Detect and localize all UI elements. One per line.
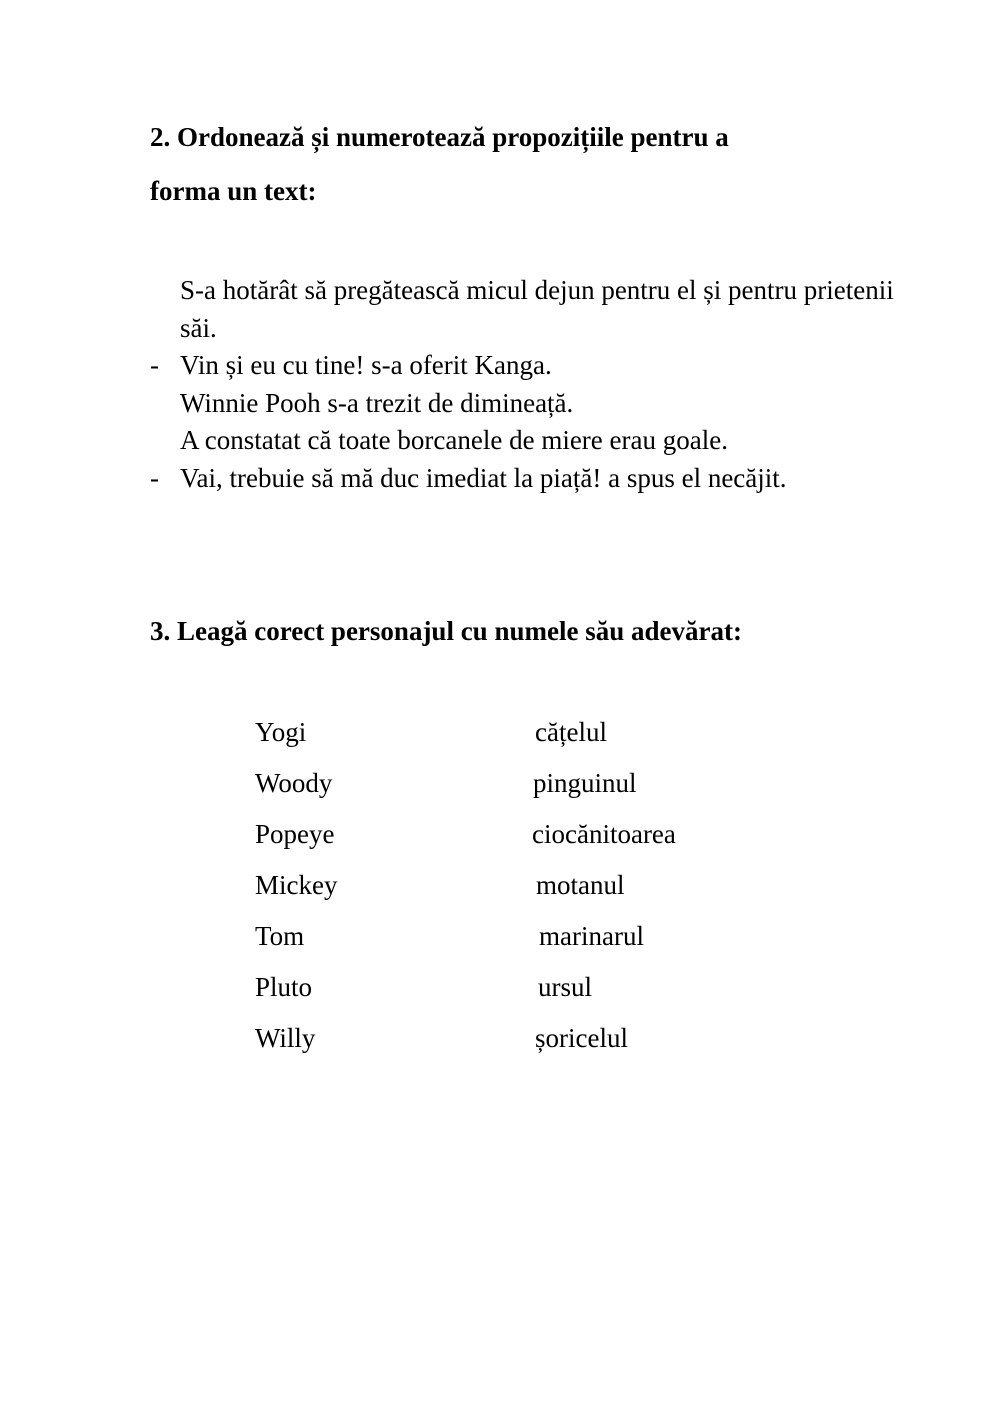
character-name: Pluto [255,972,313,1002]
sentence-text: S-a hotărât să pregătească micul dejun pentru el și pentru prietenii săi. [180,275,894,343]
real-name: marinarul [539,921,644,951]
character-name: Mickey [255,870,338,900]
sentence-text: Winnie Pooh s-a trezit de dimineață. [180,387,574,418]
character-name: Willy [255,1023,316,1053]
sentence-dash: - [150,462,159,493]
real-name: ciocănitoarea [532,819,676,849]
real-name: ursul [538,972,592,1002]
sentence-text: Vin și eu cu tine! s-a oferit Kanga. [180,350,552,380]
matching-row [255,712,755,763]
real-name: cățelul [535,717,607,747]
real-name: motanul [536,870,625,900]
sentence-item [150,422,910,460]
sentence-item [150,272,910,347]
real-name: șoricelul [535,1023,628,1053]
character-name: Woody [255,768,333,798]
sentence-dash: - [150,350,159,380]
exercise-3-title: 3. Leagă corect personajul cu numele său adevărat: [150,616,742,646]
sentence-item [150,385,910,423]
character-name: Popeye [255,819,335,849]
matching-row [255,967,755,1018]
matching-row [255,865,755,916]
sentence-text: A constatat că toate borcanele de miere erau goale. [180,425,728,455]
sentence-item [150,347,910,385]
matching-list [255,712,755,1069]
matching-row [255,763,755,814]
character-name: Yogi [255,717,307,747]
character-name: Tom [255,921,305,951]
matching-row [255,1018,755,1069]
real-name: pinguinul [533,768,637,798]
matching-row [255,814,755,865]
exercise-2-title-line-1: 2. Ordonează și numerotează propozițiile pentru a [150,122,729,152]
exercise-2-title [150,110,870,218]
sentence-text: Vai, trebuie să mă duc imediat la piață! a spus el necăjit. [180,462,787,493]
sentence-item [150,460,910,498]
exercise-2-title-line-2: forma un text: [150,176,317,206]
matching-row [255,916,755,967]
sentence-list [150,272,910,497]
